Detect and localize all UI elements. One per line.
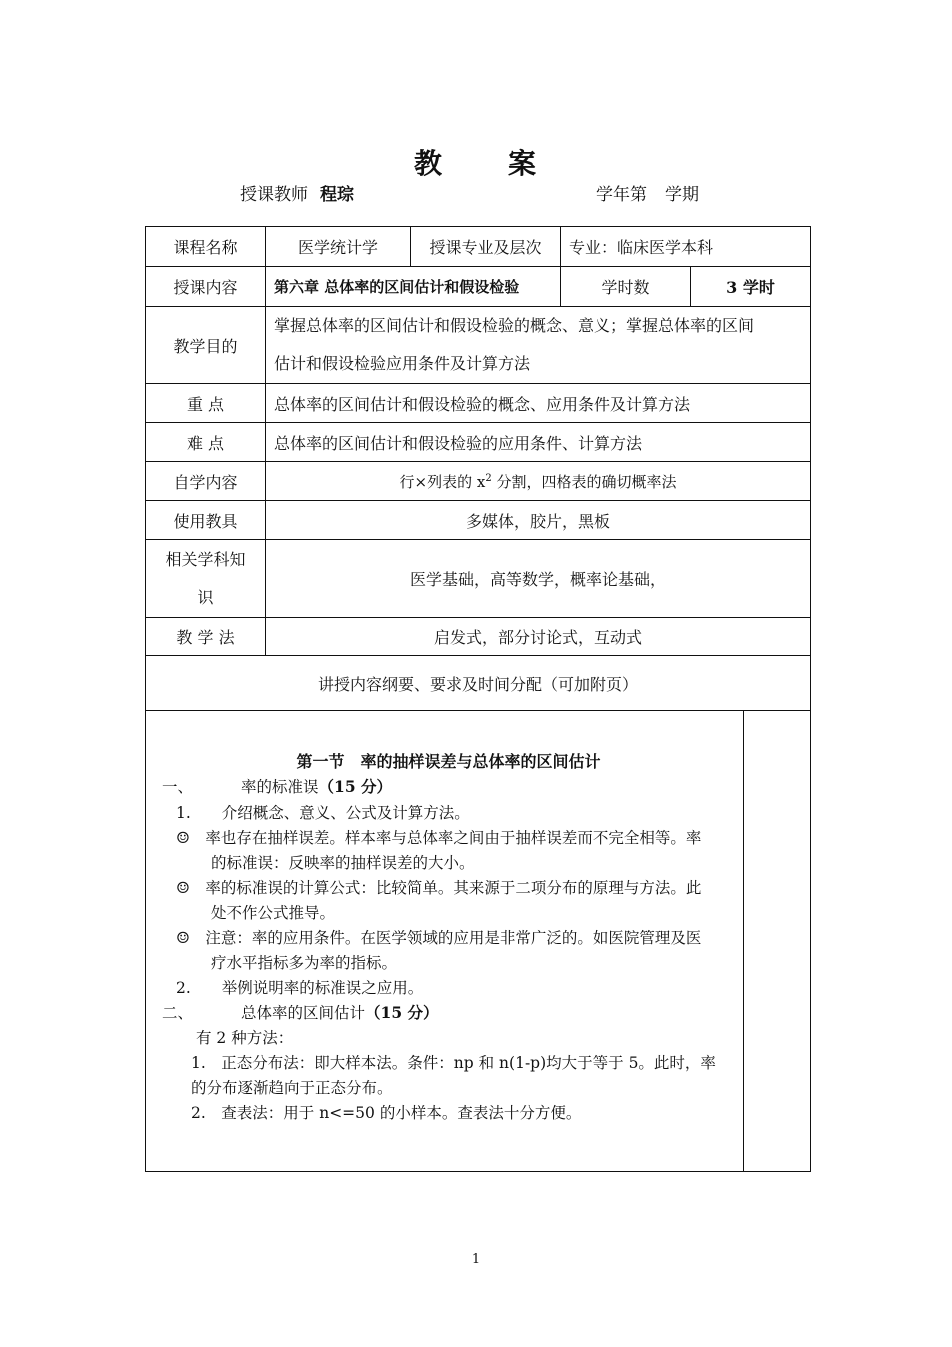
line-10-number: 二、 — [162, 1004, 194, 1022]
content-label: 授课内容 — [146, 267, 266, 307]
hours-value: 3 学时 — [691, 267, 811, 307]
key-label: 重 点 — [146, 384, 266, 423]
related-label-line-1: 相关学科知 — [165, 549, 246, 569]
objective-value — [266, 307, 811, 384]
document-title — [0, 142, 952, 182]
line-1-time: （15 分） — [318, 777, 392, 796]
self-study-text-b: 分割，四格表的确切概率法 — [491, 472, 677, 491]
key-value: 总体率的区间估计和假设检验的概念、应用条件及计算方法 — [266, 384, 811, 423]
row-objective — [146, 307, 811, 384]
row-self-study — [146, 462, 811, 501]
teacher-name: 程琮 — [320, 185, 354, 205]
teacher-label: 授课教师 — [240, 185, 308, 205]
section-line-4: 的标准误：反映率的抽样误差的大小。 — [211, 854, 475, 872]
line-10-time: （15 分） — [365, 1003, 439, 1022]
teacher-line — [240, 180, 354, 205]
tools-label: 使用教具 — [146, 501, 266, 540]
section-line-11: 有 2 种方法： — [196, 1029, 294, 1047]
outline-content-cell — [146, 711, 811, 1172]
method-label: 教 学 法 — [146, 618, 266, 656]
objective-line-2: 估计和假设检验应用条件及计算方法 — [274, 354, 531, 373]
section-line-9: 2. 举例说明率的标准误之应用。 — [176, 979, 424, 997]
outline-header: 讲授内容纲要、要求及时间分配（可加附页） — [146, 656, 811, 711]
related-label — [146, 540, 266, 618]
section-line-2: 1. 介绍概念、意义、公式及计算方法。 — [176, 804, 470, 822]
self-study-text-a: 行×列表的 x — [399, 472, 486, 491]
section-line-5: ☺ 率的标准误的计算公式：比较简单。其来源于二项分布的原理与方法。此 — [176, 879, 702, 897]
related-value: 医学基础，高等数学，概率论基础， — [266, 540, 811, 618]
row-related — [146, 540, 811, 618]
objective-line-1: 掌握总体率的区间估计和假设检验的概念、意义；掌握总体率的区间 — [274, 316, 755, 335]
term-year: 学年第 — [596, 185, 647, 205]
title-char-1: 教 — [413, 147, 444, 180]
page-number: 1 — [471, 1252, 481, 1267]
course-label: 课程名称 — [146, 227, 266, 267]
lesson-plan-table — [145, 226, 811, 1172]
section-line-10 — [162, 1001, 735, 1023]
line-10-text: 总体率的区间估计 — [241, 1004, 366, 1022]
row-key-points — [146, 384, 811, 423]
section-line-12: 1. 正态分布法：即大样本法。条件：np 和 n(1-p)均大于等于 5。此时，率 — [191, 1054, 716, 1072]
outline-side-column — [744, 711, 802, 1171]
outline-main — [154, 711, 744, 1171]
course-value: 医学统计学 — [266, 227, 411, 267]
content-value: 第六章 总体率的区间估计和假设检验 — [266, 267, 561, 307]
self-study-value — [266, 462, 811, 501]
related-label-line-2: 识 — [197, 587, 214, 607]
section-title: 第一节 率的抽样误差与总体率的区间估计 — [296, 752, 601, 771]
term-line — [596, 180, 699, 205]
line-1-number: 一、 — [162, 778, 194, 796]
row-outline-header — [146, 656, 811, 711]
section-line-8: 疗水平指标多为率的指标。 — [211, 954, 398, 972]
row-content — [146, 267, 811, 307]
difficulty-label: 难 点 — [146, 423, 266, 462]
hours-label: 学时数 — [561, 267, 691, 307]
term-semester: 学期 — [665, 185, 699, 205]
method-value: 启发式，部分讨论式，互动式 — [266, 618, 811, 656]
tools-value: 多媒体，胶片，黑板 — [266, 501, 811, 540]
self-study-label: 自学内容 — [146, 462, 266, 501]
difficulty-value: 总体率的区间估计和假设检验的应用条件、计算方法 — [266, 423, 811, 462]
major-value: 专业：临床医学本科 — [561, 227, 811, 267]
row-method — [146, 618, 811, 656]
self-study-superscript: 2 — [485, 472, 492, 484]
section-line-7: ☺ 注意：率的应用条件。在医学领域的应用是非常广泛的。如医院管理及医 — [176, 929, 702, 947]
title-char-2: 案 — [508, 147, 539, 180]
section-line-1 — [162, 775, 735, 797]
section-line-3: ☺ 率也存在抽样误差。样本率与总体率之间由于抽样误差而不完全相等。率 — [176, 829, 702, 847]
major-label: 授课专业及层次 — [411, 227, 561, 267]
row-tools — [146, 501, 811, 540]
objective-label: 教学目的 — [146, 307, 266, 384]
row-course — [146, 227, 811, 267]
row-outline-content — [146, 711, 811, 1172]
section-line-14: 2. 查表法：用于 n<=50 的小样本。查表法十分方便。 — [191, 1104, 582, 1122]
line-1-text: 率的标准误 — [241, 778, 319, 796]
section-line-6: 处不作公式推导。 — [211, 904, 336, 922]
section-line-13: 的分布逐渐趋向于正态分布。 — [191, 1079, 393, 1097]
row-difficulty — [146, 423, 811, 462]
